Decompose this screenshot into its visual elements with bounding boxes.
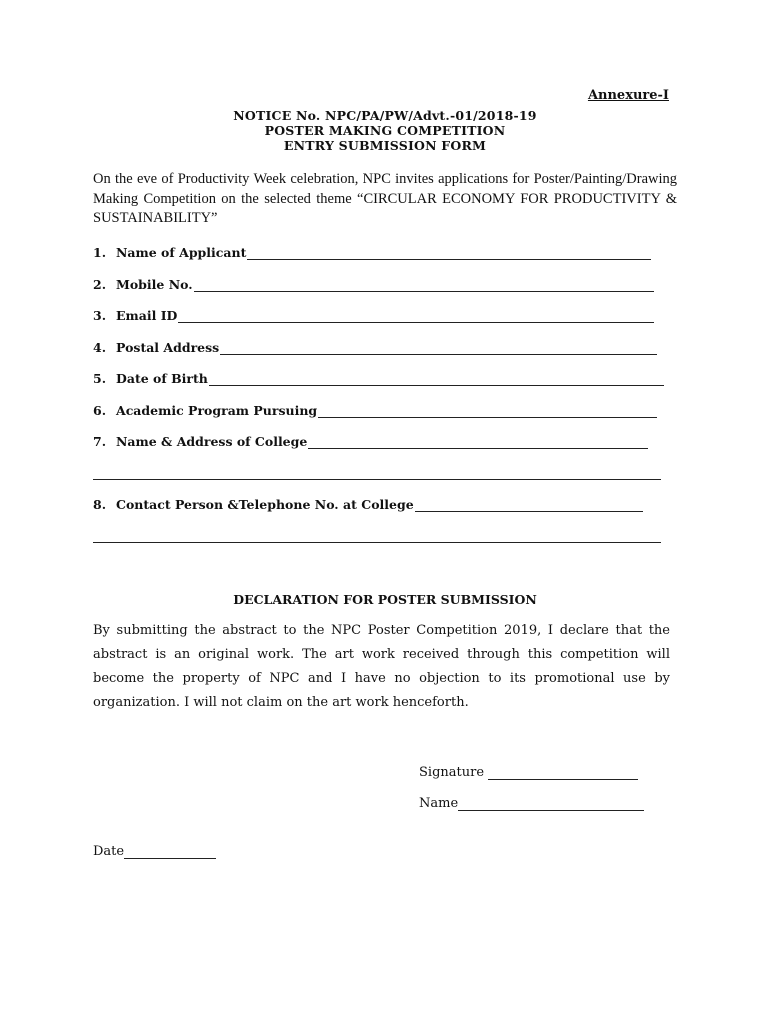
competition-title: POSTER MAKING COMPETITION [264,123,506,138]
name-blank[interactable] [458,798,644,811]
name-label: Name [419,796,459,811]
declaration-title: DECLARATION FOR POSTER SUBMISSION [233,592,537,607]
signature-label: Signature [419,765,485,780]
field-number: 3. [93,308,107,323]
postal-address-blank[interactable] [220,342,657,355]
field-label: Academic Program Pursuing [116,403,318,418]
field-number: 8. [93,497,107,512]
date-blank[interactable] [124,846,216,859]
field-number: 6. [93,403,107,418]
email-id-blank[interactable] [178,310,654,323]
academic-program-blank[interactable] [318,405,657,418]
intro-paragraph: On the eve of Productivity Week celebration, NPC invites applications for Poster/Painting/Drawing Making Competition on the selected theme “CIRCULAR ECONOMY FOR PRODUCTIVITY & SUSTAINABILITY” [93,171,677,226]
date-of-birth-blank[interactable] [209,373,664,386]
date-row [93,844,216,859]
notice-number: NOTICE No. NPC/PA/PW/Advt.-01/2018-19 [233,108,537,123]
contact-person-blank[interactable] [415,499,643,512]
field-label: Name & Address of College [116,434,308,449]
field-number: 4. [93,340,107,355]
field-label: Contact Person &Telephone No. at College [116,497,414,512]
college-address-extra-line[interactable] [93,479,661,480]
field-label: Postal Address [116,340,220,355]
signature-row [419,765,638,780]
field-academic-program [93,403,657,418]
field-label: Mobile No. [116,277,193,292]
field-label: Name of Applicant [116,245,247,260]
date-label: Date [93,844,125,859]
name-row [419,796,644,811]
field-email-id [93,308,654,323]
annexure-label: Annexure-I [587,88,669,103]
contact-person-extra-line[interactable] [93,542,661,543]
field-number: 5. [93,371,107,386]
field-date-of-birth [93,371,664,386]
mobile-no-blank[interactable] [194,279,654,292]
field-contact-person [93,497,643,512]
form-title: ENTRY SUBMISSION FORM [283,138,487,153]
field-label: Email ID [116,308,178,323]
field-number: 1. [93,245,107,260]
signature-blank[interactable] [488,767,638,780]
field-number: 7. [93,434,107,449]
field-label: Date of Birth [116,371,208,386]
field-name-of-applicant [93,245,651,260]
field-number: 2. [93,277,107,292]
college-name-address-blank[interactable] [308,436,648,449]
name-of-applicant-blank[interactable] [247,247,651,260]
field-postal-address [93,340,657,355]
field-college-name-address [93,434,648,449]
field-mobile-no [93,277,654,292]
declaration-text: By submitting the abstract to the NPC Poster Competition 2019, I declare that the abstract is an original work. The art work received through this competition will become the property of NPC and I have no objection to its promotional use by organization. I will not claim on the art work henceforth. [93,623,670,710]
